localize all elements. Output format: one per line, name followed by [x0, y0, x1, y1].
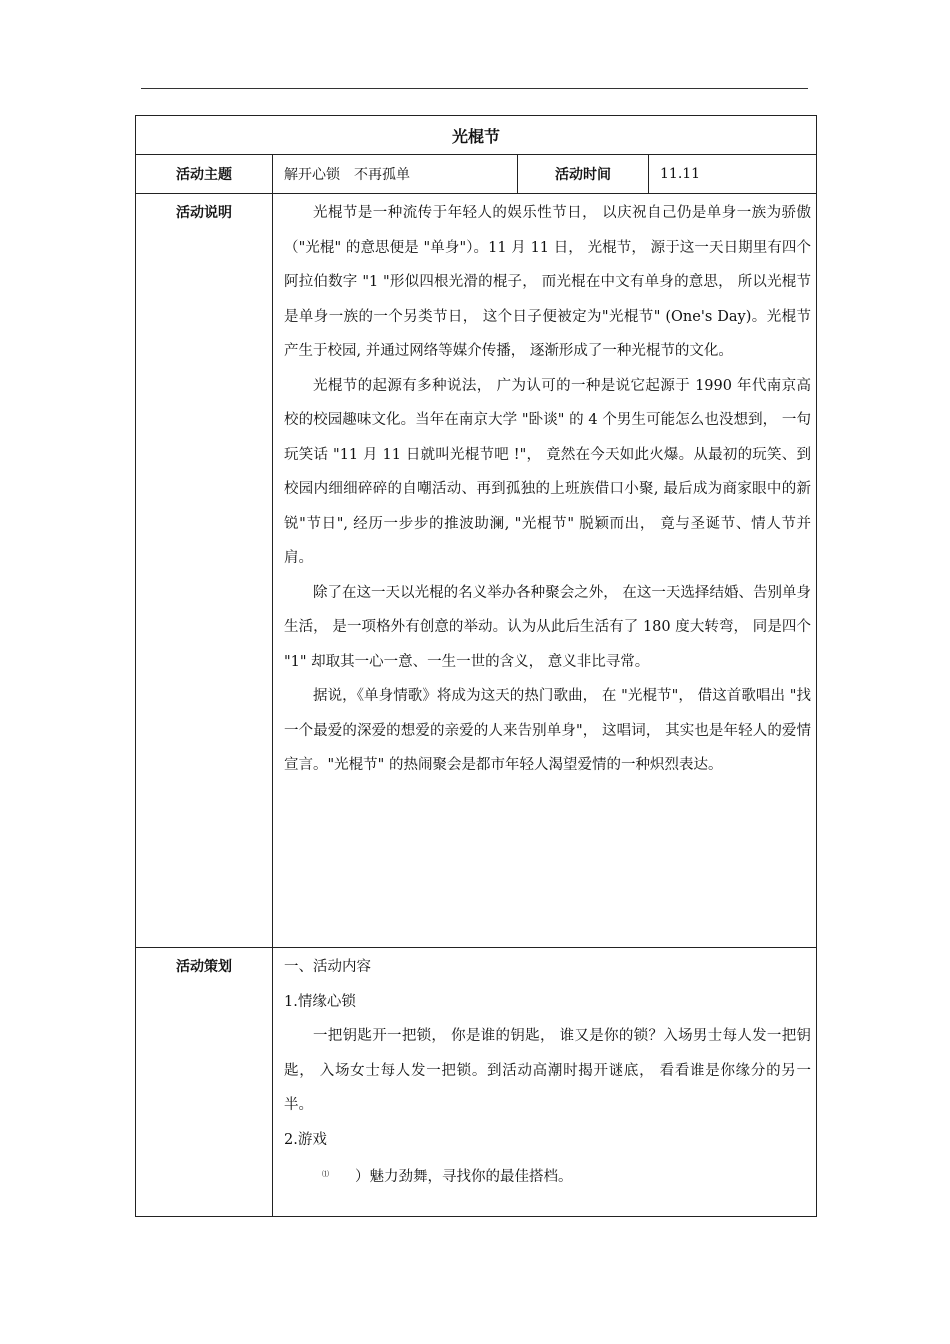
section-heading: 一、活动内容	[284, 959, 371, 975]
game-text: ）魅力劲舞，寻找你的最佳搭档。	[355, 1169, 573, 1185]
plan-body	[273, 948, 817, 1217]
time-label: 活动时间	[518, 155, 649, 194]
plan-label: 活动策划	[136, 948, 273, 1217]
description-label: 活动说明	[136, 194, 273, 948]
theme-label: 活动主题	[136, 155, 273, 194]
header-rule	[141, 88, 808, 89]
game-marker: ⑴	[322, 1170, 329, 1178]
description-paragraph: 据说，《单身情歌》将成为这天的热门歌曲， 在 "光棍节"， 借这首歌唱出 "找一个最爱的深爱的想爱的亲爱的人来告别单身"， 这唱词， 其实也是年轻人的爱情宣言。"光棍节" 的热闹聚会是都市年轻人渴望爱情的一种炽烈表达。	[284, 688, 812, 773]
table-title: 光棍节	[136, 116, 817, 155]
activity-table	[135, 115, 817, 1217]
description-body	[273, 194, 817, 948]
description-paragraph: 除了在这一天以光棍的名义举办各种聚会之外， 在这一天选择结婚、告别单身生活， 是一项格外有创意的举动。认为从此后生活有了 180 度大转弯， 同是四个 "1" 却取其一心一意、一生一世的含义， 意义非比寻常。	[284, 584, 812, 670]
game-item	[284, 1157, 811, 1195]
time-value: 11.11	[649, 155, 817, 194]
description-paragraph: 光棍节的起源有多种说法， 广为认可的一种是说它起源于 1990 年代南京高校的校园趣味文化。当年在南京大学 "卧谈" 的 4 个男生可能怎么也没想到， 一句玩笑话 "11 月 11 日就叫光棍节吧 !"， 竟然在今天如此火爆。从最初的玩笑、到校园内细细碎碎的自嘲活动、再到孤独的上班族借口小聚, 最后成为商家眼中的新锐"节日", 经历一步步的推波助澜, "光棍节" 脱颖而出， 竟与圣诞节、情人节并肩。	[284, 377, 812, 566]
item2-heading: 2.游戏	[284, 1131, 327, 1148]
theme-value: 解开心锁 不再孤单	[273, 155, 518, 194]
description-paragraph: 光棍节是一种流传于年轻人的娱乐性节日， 以庆祝自己仍是单身一族为骄傲（"光棍" 的意思便是 "单身"）。11 月 11 日， 光棍节， 源于这一天日期里有四个阿拉伯数字 "1 "形似四根光滑的棍子， 而光棍在中文有单身的意思， 所以光棍节是单身一族的一个另类节日， 这个日子便被定为"光棍节" (One's Day)。光棍节产生于校园, 并通过网络等媒介传播， 逐渐形成了一种光棍节的文化。	[284, 205, 812, 359]
item1-text: 一把钥匙开一把锁， 你是谁的钥匙， 谁又是你的锁？入场男士每人发一把钥匙， 入场女士每人发一把锁。到活动高潮时揭开谜底， 看看谁是你缘分的另一半。	[284, 1028, 812, 1113]
item1-heading: 1.情缘心锁	[284, 993, 356, 1010]
